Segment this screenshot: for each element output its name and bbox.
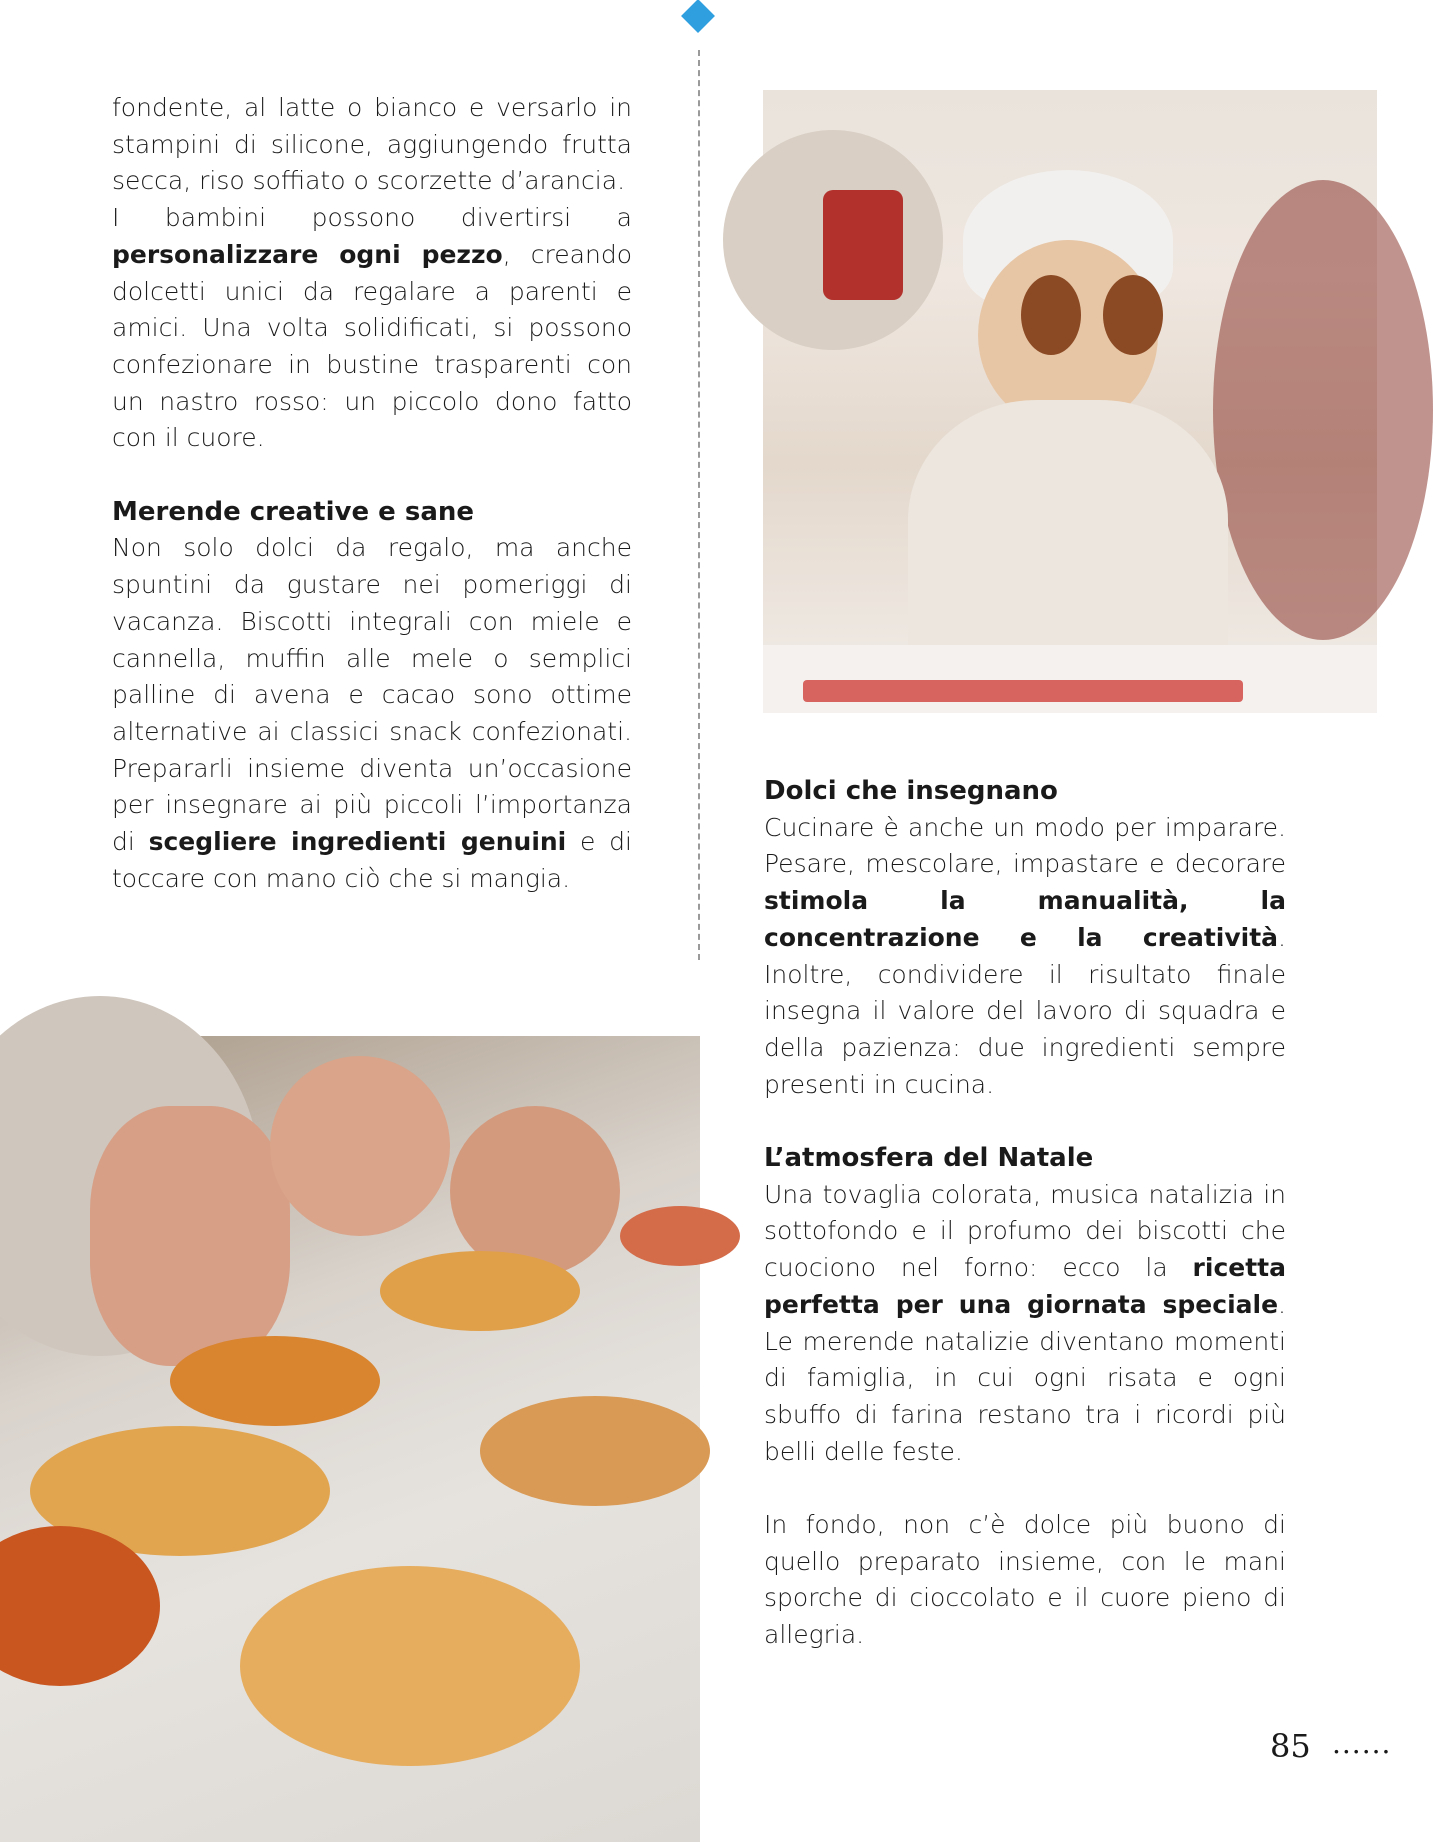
section-heading: L’atmosfera del Natale (764, 1143, 1094, 1174)
page-number: 85 (1270, 1727, 1311, 1765)
left-text-column (112, 90, 632, 897)
paragraph: Cucinare è anche un modo per imparare. Pesare, mescolare, impastare e decorare stimola la manualità, la concentrazione e la creatività. Inoltre, condividere il risultato finale insegna il valore del lavoro di squadra e della pazienza: due ingredienti sempre presenti in cucina. (764, 812, 1286, 1099)
column-divider (698, 50, 700, 960)
emphasis: stimola la manualità, la concentrazione e la creatività (764, 886, 1286, 952)
emphasis: ricetta perfetta per una giornata speciale (764, 1253, 1286, 1319)
right-text-column (764, 773, 1286, 1654)
paragraph: Una tovaglia colorata, musica natalizia in sottofondo e il profumo dei biscotti che cuociono nel forno: ecco la ricetta perfetta per una giornata speciale. Le merende natalizie diventano momenti di famiglia, in cui ogni risata e ogni sbuffo di farina restano tra i ricordi più belli delle feste. (764, 1179, 1286, 1466)
decorative-diamond (681, 0, 715, 33)
child-with-gingerbread-photo (763, 90, 1377, 713)
section-heading: Merende creative e sane (112, 496, 475, 527)
section-heading: Dolci che insegnano (764, 776, 1058, 806)
paragraph: Non solo dolci da regalo, ma anche spuntini da gustare nei pomeriggi di vacanza. Biscotti integrali con miele e cannella, muffin alle mele o semplici palline di avena e cacao sono ottime alternative ai classici snack confezionati. Prepararli insieme diventa un’occasione per insegnare ai più piccoli l’importanza di scegliere ingredienti genuini e di toccare con mano ciò che si mangia. (112, 533, 632, 893)
paragraph: I bambini possono divertirsi a personalizzare ogni pezzo, creando dolcetti unici da regalare a parenti e amici. Una volta solidificati, si possono confezionare in bustine trasparenti con un nastro rosso: un piccolo dono fatto con il cuore. (112, 203, 632, 453)
page-number-dots: ...... (1332, 1727, 1392, 1760)
kids-making-pizza-trees-photo (0, 1036, 700, 1842)
emphasis: scegliere ingredienti genuini (148, 827, 567, 857)
emphasis: personalizzare ogni pezzo (112, 239, 503, 269)
paragraph: fondente, al latte o bianco e versarlo in stampini di silicone, aggiungendo frutta secca, riso soffiato o scorzette d’arancia. (112, 93, 632, 196)
paragraph: In fondo, non c’è dolce più buono di quello preparato insieme, con le mani sporche di cioccolato e il cuore pieno di allegria. (764, 1510, 1286, 1650)
